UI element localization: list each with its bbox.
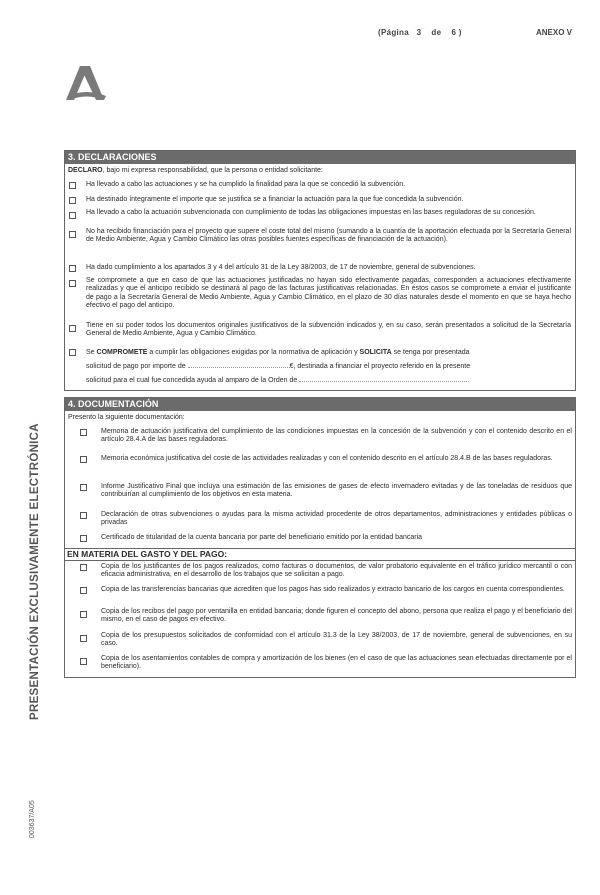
document-checkbox[interactable] (80, 429, 87, 436)
page-prefix: (Página (378, 28, 409, 37)
declarations-section (64, 150, 576, 391)
expense-text: Copia de los justificantes de los pagos realizados, como facturas o documentos, de valor probatorio equivalente en el tráfico jurídico mercantil o con eficacia administrativa, en el desarrollo de los trabajos que se solicitan a pago. (101, 563, 572, 579)
declaration-text: Ha llevado a cabo la actuación subvencionada con cumplimiento de todas las obligaciones impuestas en las bases reguladoras de su concesión. (86, 209, 536, 216)
expense-text: Copia de los recibos del pago por ventanilla en entidad bancaria; donde figuren el concepto del abono, persona que realiza el pago y el beneficiario del mismo, en el caso de pagos en efectivo. (101, 608, 572, 624)
declaration-checkbox[interactable] (69, 349, 76, 356)
page-of: de (431, 28, 442, 37)
annex-label: ANEXO V (536, 28, 573, 37)
document-text: Memoria económica justificativa del coste de las actividades realizadas y con el contenido descrito en el artículo 28.4.B de las bases reguladoras. (101, 455, 553, 462)
document-text: Certificado de titularidad de la cuenta bancaria por parte del beneficiario emitido por la entidad bancaria (101, 534, 423, 541)
intro-rest: , bajo mi expresa responsabilidad, que la persona o entidad solicitante: (102, 167, 323, 174)
declaration-text: Ha dado cumplimiento a los apartados 3 y 4 del artículo 31 de la Ley 38/2003, de 17 de noviembre, general de subvenciones. (86, 264, 476, 271)
document-checkbox[interactable] (80, 535, 87, 542)
document-checkbox[interactable] (80, 484, 87, 491)
commitment-p1: Se (86, 349, 95, 356)
page-total: 6 ) (451, 28, 462, 37)
order-field[interactable] (299, 381, 469, 382)
page-header (0, 28, 600, 42)
amount-label: solicitud de pago por importe de (86, 363, 186, 370)
declarations-intro (65, 164, 575, 175)
declaration-text: Se compromete a que en caso de que las actuaciones justificadas no hayan sido efectivamente pagadas, corresponden a actuaciones efectivamente realizadas y que el anticipo recibido se destinará al pago de las facturas justificativas relacionadas. En éstos casos se compromete a enviar el justificante de pago a la Secretaría General de Medio Ambiente, Agua y Cambio Climático, en el plazo de 30 días naturales desde el momento en que se haya hecho efectivo el pago del anticipo. (86, 277, 571, 310)
page-number (378, 28, 462, 37)
form-code: 003637/A05 (29, 800, 36, 838)
declaration-text: No ha recibido financiación para el proyecto que supere el coste total del mismo (sumando a la cuantía de la aportación efectuada por la Secretaría General de Medio Ambiente, Agua y Cambio Climático las otras posibles fuentes específicas de financiación de la actuación). (86, 228, 571, 244)
commitment-text (86, 346, 571, 388)
commitment-p2: a cumplir las obligaciones exigidas por la normativa de aplicación y (149, 349, 358, 356)
section-title: 4. DOCUMENTACIÓN (65, 398, 575, 411)
amount-suffix: €, destinada a financiar el proyecto referido en la presente (289, 363, 471, 370)
declaration-checkbox[interactable] (69, 212, 76, 219)
expense-payment-subheading: EN MATERIA DEL GASTO Y DEL PAGO: (65, 548, 575, 561)
intro-bold: DECLARO (68, 167, 103, 174)
expense-text: Copia de los asentamientos contables de compra y amortización de los bienes (en el caso de que las actuaciones sean efectuadas directamente por el beneficiario). (101, 655, 572, 671)
documentation-intro: Presento la siguiente documentación: (68, 414, 185, 421)
page-current: 3 (416, 28, 422, 37)
commitment-p3: se tenga por presentada (393, 349, 470, 356)
junta-logo-icon (66, 66, 110, 106)
document-checkbox[interactable] (80, 456, 87, 463)
document-checkbox[interactable] (80, 512, 87, 519)
section-title: 3. DECLARACIONES (65, 151, 575, 164)
declaration-checkbox[interactable] (69, 325, 76, 332)
declaration-checkbox[interactable] (69, 231, 76, 238)
declaration-checkbox[interactable] (69, 280, 76, 287)
expense-checkbox[interactable] (80, 564, 87, 571)
declaration-text: Ha llevado a cabo las actuaciones y se ha cumplido la finalidad para la que se concedió la subvención. (86, 181, 406, 188)
expense-text: Copia de los presupuestos solicitados de conformidad con el artículo 31.3 de la Ley 38/2003, de 17 de noviembre, general de subvenciones, en su caso. (101, 632, 572, 648)
declaration-checkbox[interactable] (69, 265, 76, 272)
vertical-title: PRESENTACIÓN EXCLUSIVAMENTE ELECTRÓNICA (29, 423, 41, 720)
expense-checkbox[interactable] (80, 635, 87, 642)
amount-field[interactable] (188, 367, 290, 368)
declaration-text: Ha destinado íntegramente el importe que se justifica se a financiar la actuación para la que fue concedida la subvención. (86, 196, 464, 203)
document-text: Memoria de actuación justificativa del cumplimiento de las condiciones impuestas en la concesión de la subvención y con el contenido descrito en el artículo 28.4.A de las bases reguladoras. (101, 428, 572, 444)
expense-checkbox[interactable] (80, 658, 87, 665)
documentation-section (64, 397, 576, 678)
declaration-checkbox[interactable] (69, 197, 76, 204)
commitment-bold-2: SOLICITA (359, 349, 392, 356)
document-text: Declaración de otras subvenciones o ayudas para la misma actividad procedente de otros departamentos, administraciones y entidades públicas o privadas (101, 511, 572, 527)
document-text: Informe Justificativo Final que incluya una estimación de las emisiones de gases de efecto invernadero evitadas y de las toneladas de residuos que contribuirían al cumplimiento de los objetivos en esta materia. (101, 483, 572, 499)
expense-text: Copia de las transferencias bancarias que acrediten que los pagos has sido realizados y extracto bancario de los cargos en cuenta correspondientes. (101, 586, 565, 593)
declaration-checkbox[interactable] (69, 182, 76, 189)
expense-checkbox[interactable] (80, 611, 87, 618)
order-label: solicitud para el cual fue concedida ayuda al amparo de la Orden de (86, 377, 298, 384)
commitment-bold-1: COMPROMETE (96, 349, 148, 356)
expense-checkbox[interactable] (80, 587, 87, 594)
declaration-text: Tiene en su poder todos los documentos originales justificativos de la subvención indicados y, en su caso, serán presentados a solicitud de la Secretaría General de Medio Ambiente, Agua y Cambio Climático. (86, 322, 571, 338)
